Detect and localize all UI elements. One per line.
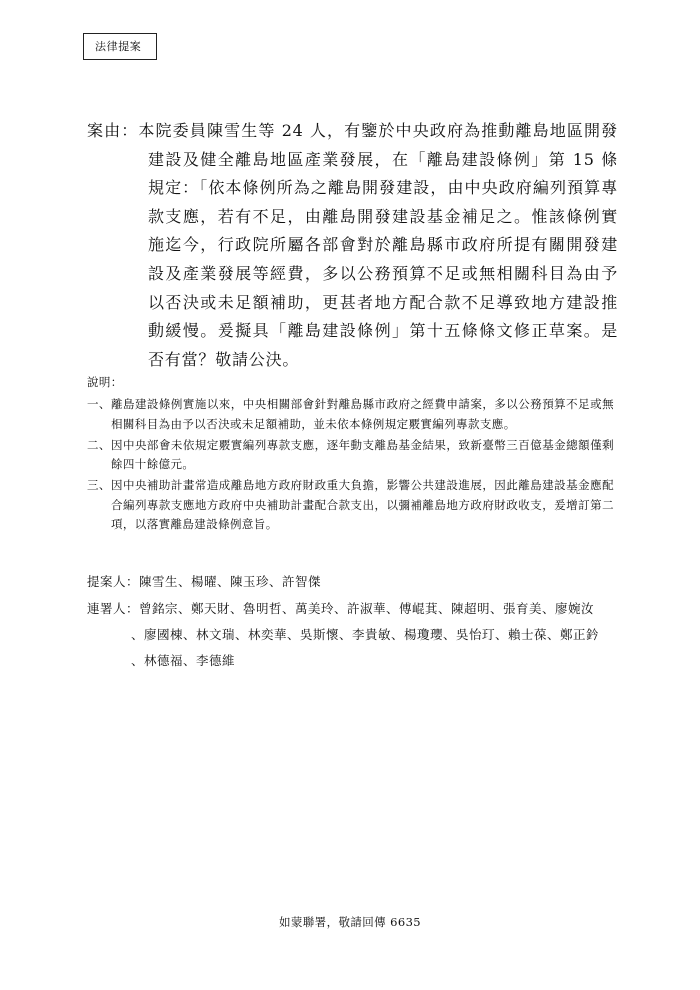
explanation-item-text: 離島建設條例實施以來，中央相關部會針對離島縣市政府之經費申請案，多以公務預算不足或無相關科目為由予以否決或未足額補助，並未依本條例規定覈實編列專款支應。 [111,397,614,431]
case-label: 案由： [87,121,139,140]
cosigners-line: 、林德福、李德維 [131,653,236,668]
cosigners-line: 曾銘宗、鄭天財、魯明哲、萬美玲、許淑華、傅崐萁、陳超明、張育美、廖婉汝 [139,601,595,616]
case-summary [87,117,618,374]
cosigners-line: 、廖國棟、林文瑞、林奕華、吳斯懷、李貴敏、楊瓊瓔、吳怡玎、賴士葆、鄭正鈐 [131,627,600,642]
explanation-item-text: 因中央補助計畫常造成離島地方政府財政重大負擔，影響公共建設進展，因此離島建設基金應配合編列專款支應地方政府中央補助計畫配合款支出，以彌補離島地方政府財政收支，爰增訂第二項，以落實離島建設條例意旨。 [111,478,614,531]
explanation-item-number: 二、 [87,437,111,452]
footer-note: 如蒙聯署，敬請回傳 6635 [278,915,422,929]
document-type-tag: 法律提案 [83,33,157,60]
proposers-names: 陳雪生、楊曜、陳玉珍、許智傑 [139,574,322,589]
proposers-label: 提案人： [87,574,140,589]
explanation-list [87,395,614,536]
explanation-item [87,395,614,434]
case-text: 本院委員陳雪生等 24 人，有鑒於中央政府為推動離島地區開發建設及健全離島地區產業發展，在「離島建設條例」第 15 條規定：「依本條例所為之離島開發建設，由中央政府編列預算專款支應，若有不足，由離島開發建設基金補足之。惟該條例實施迄今，行政院所屬各部會對於離島縣市政府所提有關開發建設及產業發展等經費，多以公務預算不足或無相關科目為由予以否決或未足額補助，更甚者地方配合款不足導致地方建設推動緩慢。爰擬具「離島建設條例」第十五條條文修正草案。是否有當？敬請公決。 [138,121,618,369]
explanation-item-text: 因中央部會未依規定覈實編列專款支應，逐年動支離島基金結果，致新臺幣三百億基金總額僅剩餘四十餘億元。 [111,437,614,471]
explanation-item [87,476,614,535]
explanation-item-number: 三、 [87,478,111,492]
cosigners-list [131,596,600,674]
proposers [87,573,321,591]
explanation-label: 說明： [87,375,123,389]
explanation-item-number: 一、 [87,397,111,411]
explanation-item [87,436,614,475]
cosigners [87,596,599,674]
cosigners-label: 連署人： [87,601,140,616]
